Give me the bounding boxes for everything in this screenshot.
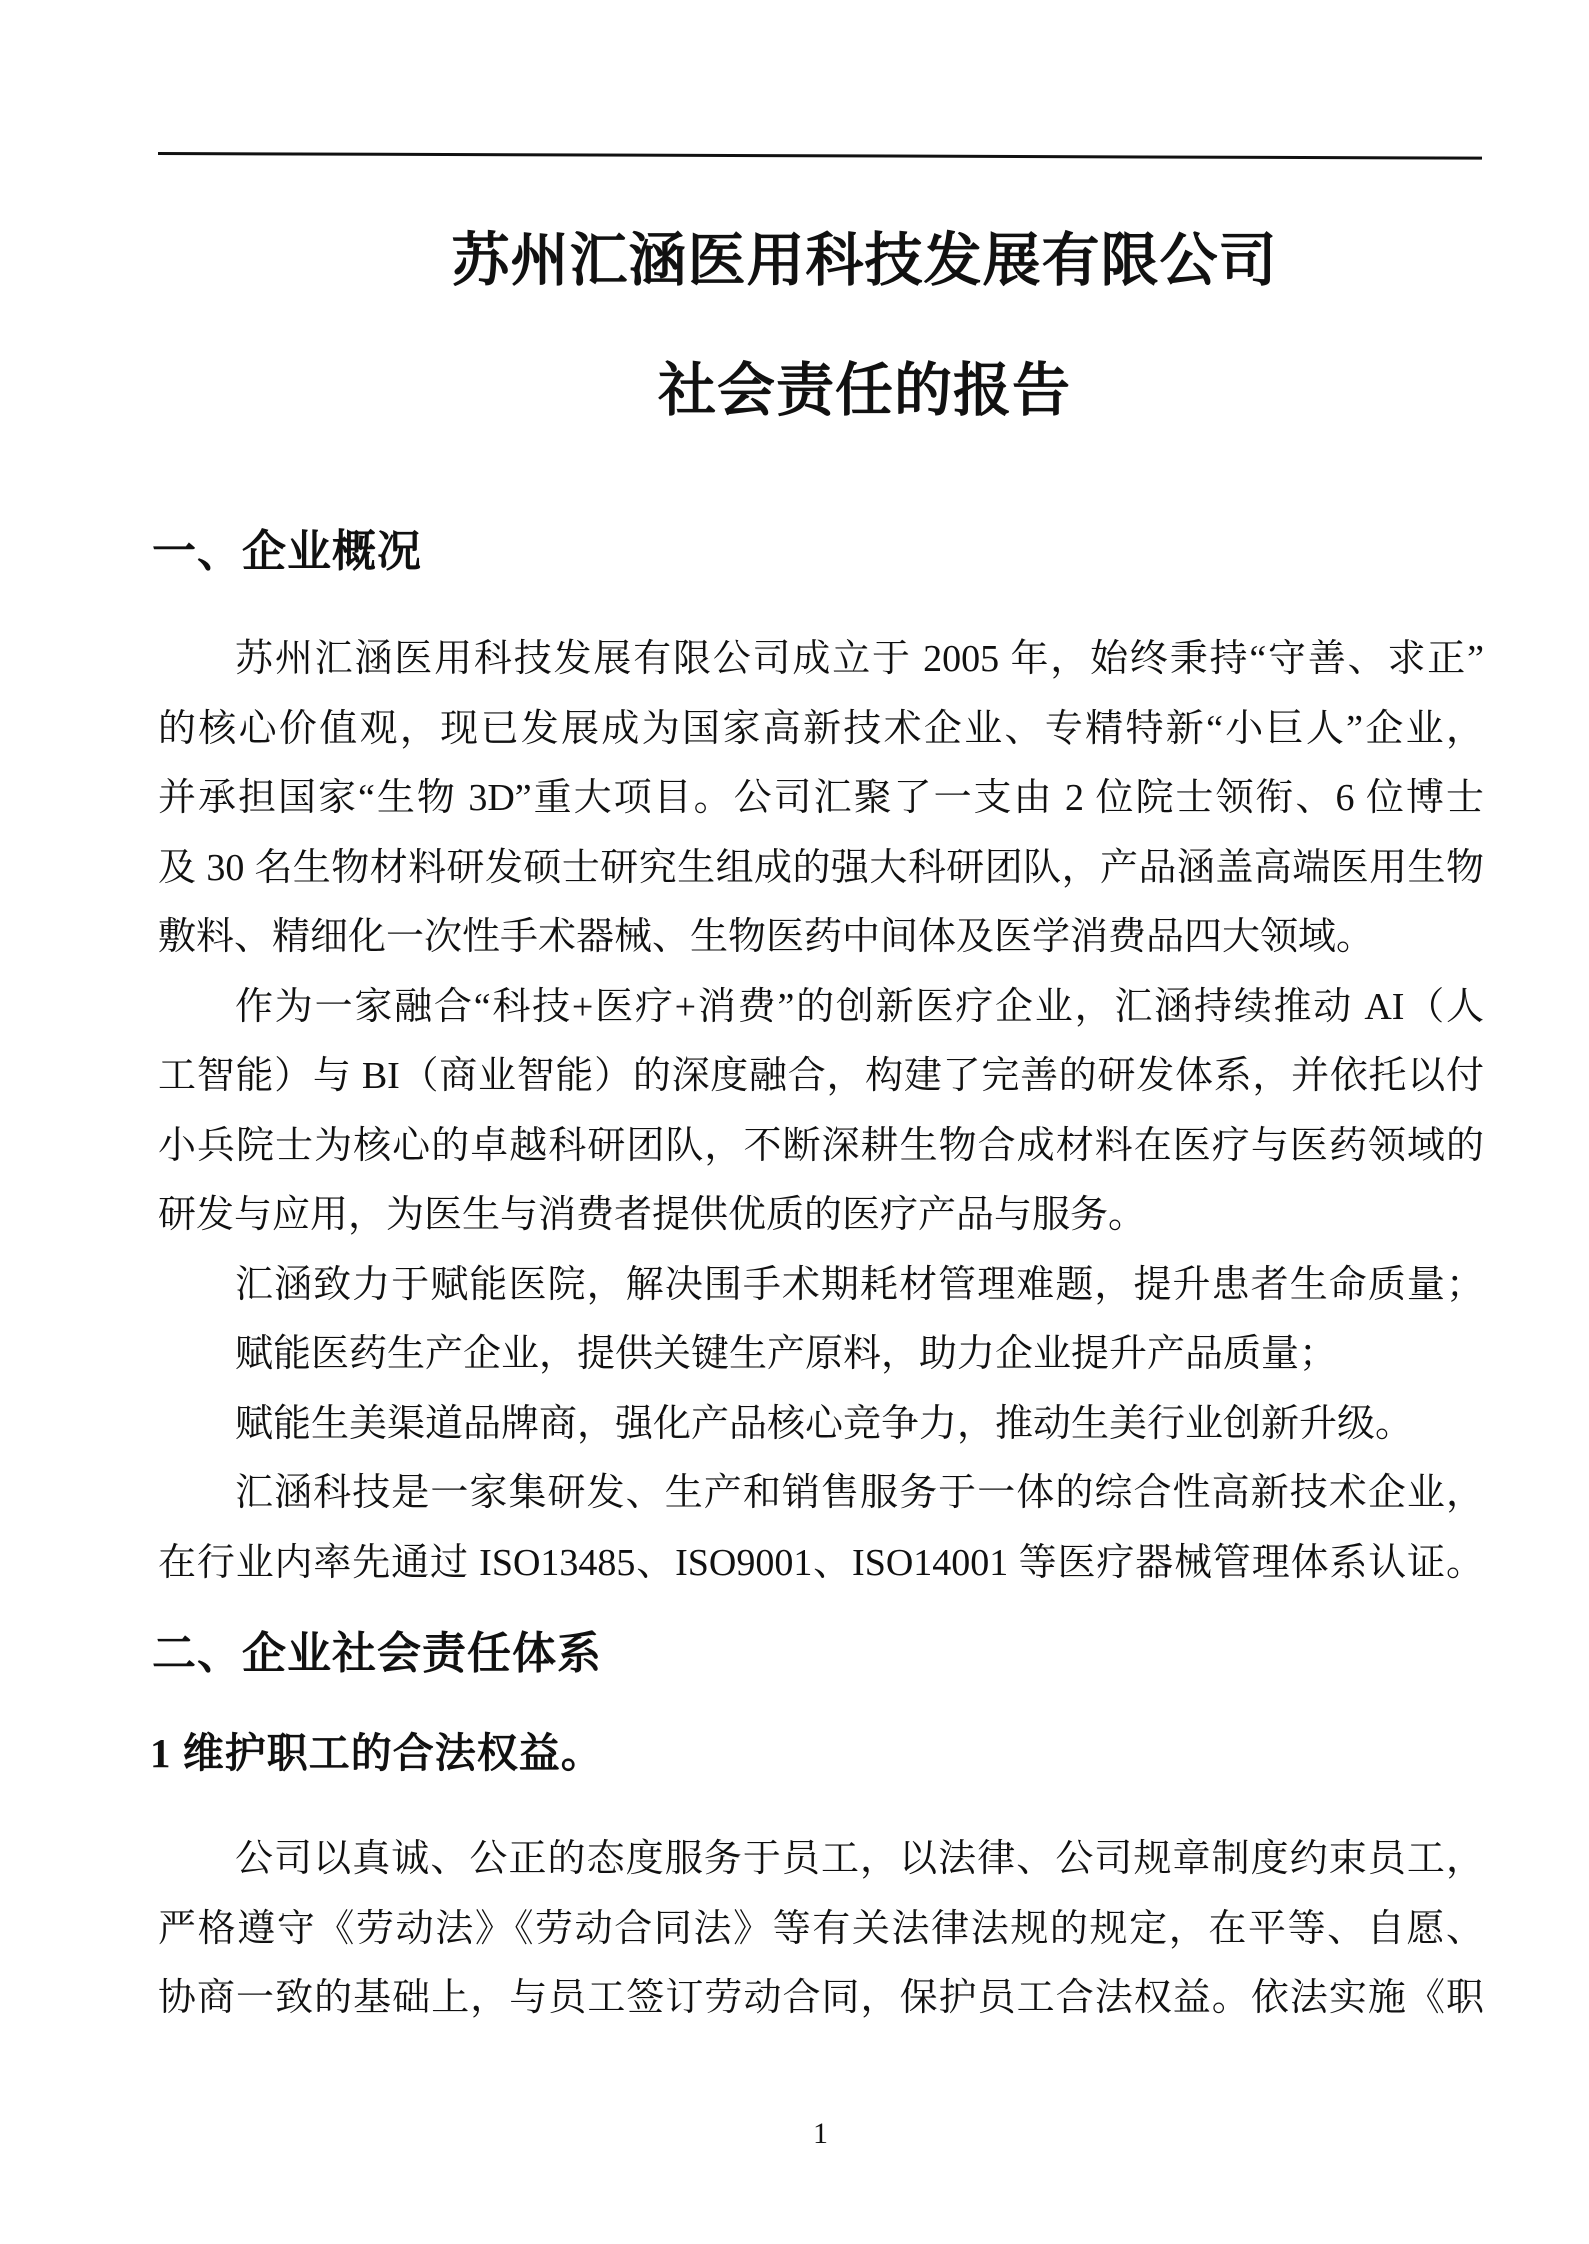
text-line: 作为一家融合“科技+医疗+消费”的创新医疗企业，汇涵持续推动 AI（人: [235, 985, 1484, 1028]
text-line: 赋能医药生产企业，提供关键生产原料，助力企业提升产品质量；: [235, 1333, 1338, 1375]
text-line: 并承担国家“生物 3D”重大项目。公司汇聚了一支由 2 位院士领衔、6 位博士: [158, 777, 1484, 819]
section1-heading: 一、企业概况: [152, 527, 422, 576]
text-line: 协商一致的基础上，与员工签订劳动合同，保护员工合法权益。依法实施《职: [158, 1977, 1484, 2019]
text-line: 及 30 名生物材料研发硕士研究生组成的强大科研团队，产品涵盖高端医用生物: [158, 846, 1484, 889]
text-line: 公司以真诚、公正的态度服务于员工，以法律、公司规章制度约束员工，: [235, 1838, 1484, 1880]
text-line: 汇涵致力于赋能医院，解决围手术期耗材管理难题，提升患者生命质量；: [235, 1263, 1484, 1306]
text-line: 赋能生美渠道品牌商，强化产品核心竞争力，推动生美行业创新升级。: [235, 1402, 1414, 1445]
section2-heading: 二、企业社会责任体系: [152, 1629, 602, 1678]
text-line: 汇涵科技是一家集研发、生产和销售服务于一体的综合性高新技术企业，: [235, 1472, 1484, 1514]
text-line: 研发与应用，为医生与消费者提供优质的医疗产品与服务。: [158, 1194, 1147, 1236]
header-rule: [158, 152, 1482, 160]
text-line: 在行业内率先通过 ISO13485、ISO9001、ISO14001 等医疗器械管理体系认证。: [158, 1541, 1484, 1584]
text-line: 工智能）与 BI（商业智能）的深度融合，构建了完善的研发体系，并依托以付: [158, 1055, 1484, 1097]
section1-body: [158, 625, 1484, 1598]
text-line: 严格遵守《劳动法》《劳动合同法》等有关法律法规的规定，在平等、自愿、: [158, 1907, 1484, 1950]
document-subtitle: 社会责任的报告: [657, 358, 1071, 423]
text-line: 敷料、精细化一次性手术器械、生物医药中间体及医学消费品四大领域。: [158, 916, 1375, 958]
page-number: 1: [813, 2117, 828, 2150]
text-line: 苏州汇涵医用科技发展有限公司成立于 2005 年，始终秉持“守善、求正”: [235, 638, 1484, 680]
document-title: 苏州汇涵医用科技发展有限公司: [451, 228, 1278, 293]
section2-sub1-heading: 1 维护职工的合法权益。: [150, 1730, 603, 1776]
text-line: 的核心价值观，现已发展成为国家高新技术企业、专精特新“小巨人”企业，: [158, 707, 1484, 750]
section2-body: [158, 1825, 1484, 2034]
text-line: 小兵院士为核心的卓越科研团队，不断深耕生物合成材料在医疗与医药领域的: [158, 1124, 1484, 1167]
